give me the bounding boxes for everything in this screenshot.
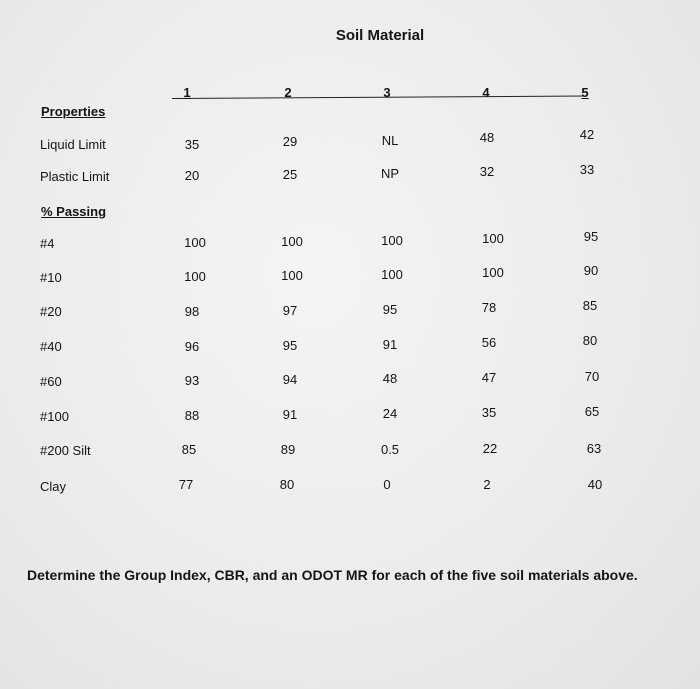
question-text: Determine the Group Index, CBR, and an ODOT MR for each of the five soil materials above.	[27, 567, 638, 583]
cell-plastic-limit-1: 20	[184, 168, 200, 183]
cell-sieve-10-1: 100	[184, 269, 206, 284]
row-label-plastic-limit: Plastic Limit	[40, 169, 110, 184]
cell-clay-2: 80	[279, 477, 295, 492]
cell-clay-1: 77	[178, 477, 194, 492]
cell-liquid-limit-2: 29	[282, 134, 298, 149]
column-header-2: 2	[284, 85, 292, 100]
cell-sieve-20-1: 98	[184, 304, 200, 319]
cell-sieve-60-2: 94	[282, 372, 298, 387]
row-label-sieve-200-silt: #200 Silt	[40, 443, 91, 458]
cell-sieve-100-5: 65	[584, 404, 600, 419]
cell-liquid-limit-3: NL	[381, 133, 399, 148]
cell-clay-4: 2	[483, 477, 491, 492]
cell-sieve-10-5: 90	[583, 263, 599, 278]
cell-sieve-200-4: 22	[482, 441, 498, 456]
row-label-sieve-60: #60	[40, 374, 62, 389]
cell-sieve-20-4: 78	[481, 300, 497, 315]
cell-sieve-60-1: 93	[184, 373, 200, 388]
cell-sieve-40-4: 56	[481, 335, 497, 350]
cell-plastic-limit-4: 32	[479, 164, 495, 179]
cell-sieve-40-1: 96	[184, 339, 200, 354]
cell-plastic-limit-2: 25	[282, 167, 298, 182]
row-label-sieve-10: #10	[40, 270, 62, 285]
cell-sieve-200-1: 85	[181, 442, 197, 457]
cell-plastic-limit-5: 33	[579, 162, 595, 177]
row-label-liquid-limit: Liquid Limit	[40, 137, 106, 152]
column-header-5: 5	[581, 85, 589, 100]
cell-sieve-4-2: 100	[281, 234, 303, 249]
cell-liquid-limit-4: 48	[479, 130, 495, 145]
section-properties: Properties	[41, 104, 106, 119]
cell-sieve-60-3: 48	[382, 371, 398, 386]
cell-sieve-60-4: 47	[481, 370, 497, 385]
cell-sieve-4-1: 100	[184, 235, 206, 250]
cell-sieve-100-4: 35	[481, 405, 497, 420]
cell-sieve-10-4: 100	[482, 265, 504, 280]
row-label-sieve-40: #40	[40, 339, 62, 354]
cell-sieve-200-2: 89	[280, 442, 296, 457]
row-label-sieve-20: #20	[40, 304, 62, 319]
cell-sieve-4-5: 95	[583, 229, 599, 244]
table-title: Soil Material	[335, 27, 425, 44]
cell-clay-5: 40	[587, 477, 603, 492]
cell-plastic-limit-3: NP	[380, 166, 400, 181]
header-rule	[172, 95, 586, 99]
cell-sieve-20-5: 85	[582, 298, 598, 313]
column-header-1: 1	[183, 85, 191, 100]
cell-sieve-20-3: 95	[382, 302, 398, 317]
cell-sieve-4-3: 100	[381, 233, 403, 248]
cell-sieve-40-3: 91	[382, 337, 398, 352]
row-label-sieve-4: #4	[40, 236, 55, 251]
cell-sieve-100-3: 24	[382, 406, 398, 421]
cell-liquid-limit-5: 42	[579, 127, 595, 142]
cell-sieve-4-4: 100	[482, 231, 504, 246]
cell-sieve-100-2: 91	[282, 407, 298, 422]
cell-sieve-20-2: 97	[282, 303, 298, 318]
row-label-clay: Clay	[40, 479, 67, 494]
column-header-4: 4	[482, 85, 490, 100]
section-passing: % Passing	[41, 204, 107, 219]
cell-sieve-200-3: 0.5	[380, 442, 400, 457]
cell-sieve-10-3: 100	[381, 267, 403, 282]
cell-liquid-limit-1: 35	[184, 137, 200, 152]
row-label-sieve-100: #100	[40, 409, 69, 424]
cell-sieve-60-5: 70	[584, 369, 600, 384]
cell-clay-3: 0	[383, 477, 391, 492]
column-header-3: 3	[383, 85, 391, 100]
cell-sieve-200-5: 63	[586, 441, 602, 456]
cell-sieve-100-1: 88	[184, 408, 200, 423]
cell-sieve-40-5: 80	[582, 333, 598, 348]
cell-sieve-40-2: 95	[282, 338, 298, 353]
cell-sieve-10-2: 100	[281, 268, 303, 283]
